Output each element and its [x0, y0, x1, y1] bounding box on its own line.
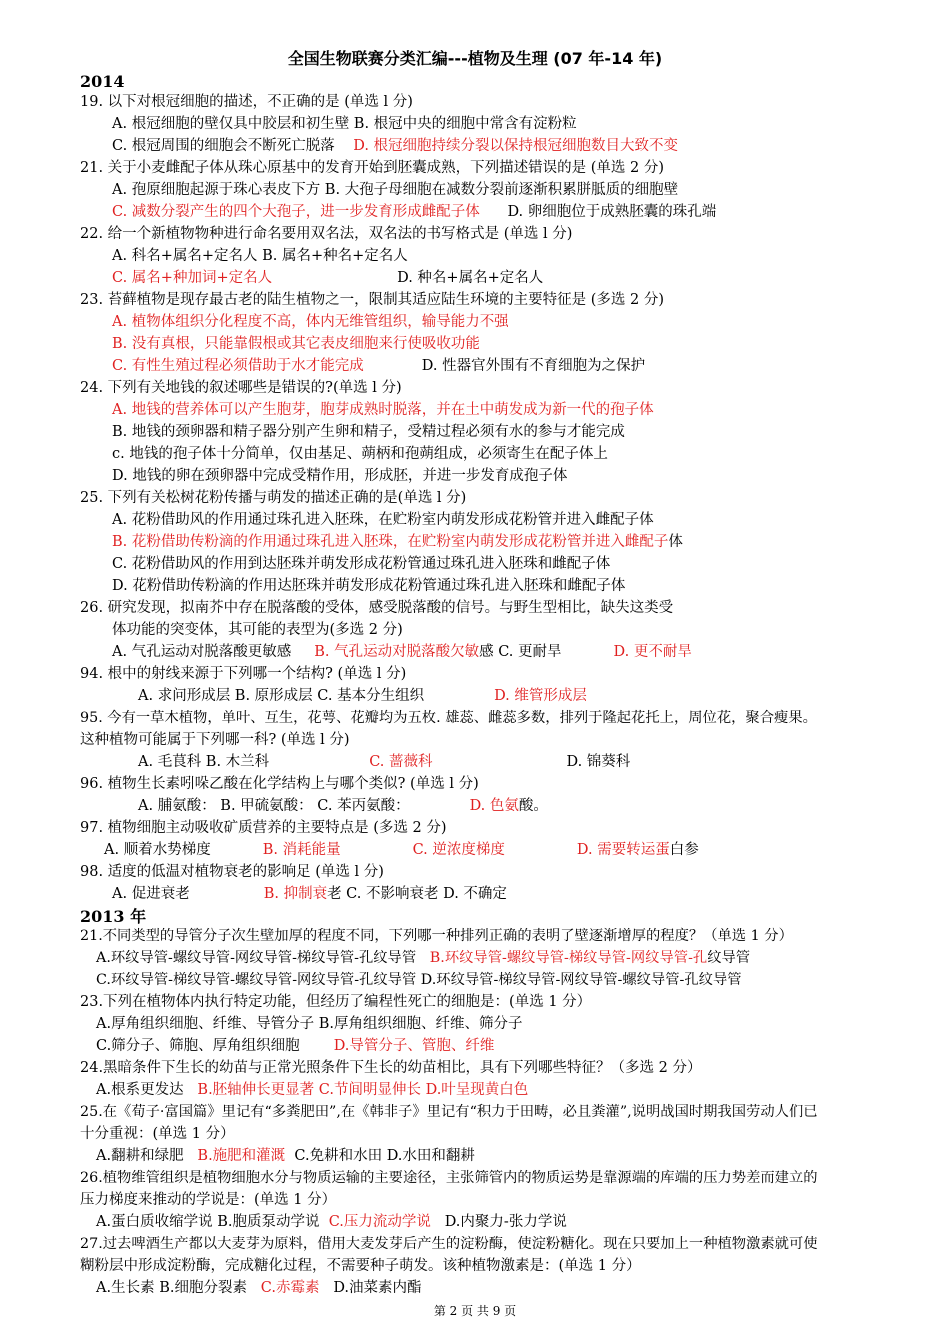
option-line: C. 减数分裂产生的四个大孢子，进一步发育形成雌配子体 D. 卵细胞位于成熟胚囊的珠孔端 [112, 204, 717, 220]
option-line: A. 孢原细胞起源于珠心表皮下方 B. 大孢子母细胞在减数分裂前逐渐积累胼胝质的细胞壁 [112, 182, 679, 198]
question-line: 23. 苔藓植物是现存最古老的陆生植物之一，限制其适应陆生环境的主要特征是 (多选 2 分) [80, 292, 665, 308]
option-line: A. 地钱的营养体可以产生胞芽，胞芽成熟时脱落，并在土中萌发成为新一代的孢子体 [112, 402, 654, 418]
question-line: 25.在《荀子·富国篇》里记有“多粪肥田”,在《韩非子》里记有“积力于田畴，必且粪灌”,说明战国时期我国劳动人们已 [80, 1104, 818, 1120]
option-line: D. 地钱的卵在颈卵器中完成受精作用，形成胚，并进一步发育成孢子体 [112, 468, 568, 484]
question-line: 十分重视：(单选 1 分） [80, 1126, 235, 1142]
question-line: 这种植物可能属于下列哪一科? (单选 l 分) [80, 732, 350, 748]
option-line: A. 毛茛科 B. 木兰科 C. 蔷薇科 D. 锦葵科 [138, 754, 631, 770]
option-line: C.筛分子、筛胞、厚角组织细胞 D.导管分子、管胞、纤维 [96, 1038, 495, 1054]
option-line: A.蛋白质收缩学说 B.胞质泵动学说 C.压力流动学说 D.内聚力-张力学说 [96, 1214, 567, 1230]
question-line: 27.过去啤酒生产都以大麦芽为原料，借用大麦发芽后产生的淀粉酶，使淀粉糖化。现在只要加上一种植物激素就可使 [80, 1236, 818, 1252]
option-line: A.生长素 B.细胞分裂素 C.赤霉素 D.油菜素内酯 [96, 1280, 422, 1296]
page-footer: 第 2 页 共 9 页 [433, 1304, 517, 1318]
option-line: c. 地钱的孢子体十分简单，仅由基足、蒴柄和孢蒴组成，必须寄生在配子体上 [112, 446, 608, 462]
option-line: B. 地钱的颈卵器和精子器分别产生卵和精子，受精过程必须有水的参与才能完成 [112, 424, 625, 440]
option-line: A. 顺着水势梯度 B. 消耗能量 C. 逆浓度梯度 D. 需要转运蛋白参 [104, 842, 699, 858]
question-line: 96. 植物生长素吲哚乙酸在化学结构上与哪个类似? (单选 l 分) [80, 776, 479, 792]
question-line: 糊粉层中形成淀粉酶，完成糖化过程，不需要种子萌发。该种植物激素是：(单选 1 分） [80, 1258, 641, 1274]
option-line: C. 属名+种加词+定名人 D. 种名+属名+定名人 [112, 270, 544, 286]
option-line: A.根系更发达 B.胚轴伸长更显著 C.节间明显伸长 D.叶呈现黄白色 [96, 1082, 529, 1098]
question-line: 23.下列在植物体内执行特定功能，但经历了编程性死亡的细胞是：(单选 1 分） [80, 994, 592, 1010]
option-line: C. 根冠周围的细胞会不断死亡脱落 D. 根冠细胞持续分裂以保持根冠细胞数目大致不变 [112, 138, 679, 154]
question-line: 21. 关于小麦雌配子体从珠心原基中的发育开始到胚囊成熟，下列描述错误的是 (单选 2 分) [80, 160, 665, 176]
question-line: 19. 以下对根冠细胞的描述，不正确的是 (单选 l 分) [80, 94, 413, 110]
question-line: 24. 下列有关地钱的叙述哪些是错误的?(单选 l 分) [80, 380, 402, 396]
option-line: B. 没有真根，只能靠假根或其它表皮细胞来行使吸收功能 [112, 336, 480, 352]
question-line: 98. 适度的低温对植物衰老的影响足 (单选 l 分) [80, 864, 384, 880]
question-line: 94. 根中的射线来源于下列哪一个结构? (单选 l 分) [80, 666, 407, 682]
option-line: A. 科名+属名+定名人 B. 属名+种名+定名人 [112, 248, 408, 264]
question-line: 25. 下列有关松树花粉传播与萌发的描述正确的是(单选 l 分) [80, 490, 467, 506]
option-line: A. 脯氨酸： B. 甲硫氨酸： C. 苯丙氨酸： D. 色氨酸。 [138, 798, 548, 814]
option-line: B. 花粉借助传粉滴的作用通过珠孔进入胚珠，在贮粉室内萌发形成花粉管并进入雌配子体 [112, 534, 683, 550]
option-line: A. 根冠细胞的壁仅具中胶层和初生壁 B. 根冠中央的细胞中常含有淀粉粒 [112, 116, 577, 132]
question-line: 21.不同类型的导管分子次生壁加厚的程度不同，下列哪一种排列正确的表明了壁逐渐增厚的程度？（单选 1 分） [80, 928, 793, 944]
option-line: A. 气孔运动对脱落酸更敏感 B. 气孔运动对脱落酸欠敏感 C. 更耐旱 D. 更不耐旱 [112, 644, 692, 660]
option-line: C.环纹导管-梯纹导管-螺纹导管-网纹导管-孔纹导管 D.环纹导管-梯纹导管-网纹导管-螺纹导管-孔纹导管 [96, 972, 742, 988]
option-line: C. 有性生殖过程必须借助于水才能完成 D. 性器官外围有不育细胞为之保护 [112, 358, 646, 374]
option-line: A. 花粉借助风的作用通过珠孔进入胚珠，在贮粉室内萌发形成花粉管并进入雌配子体 [112, 512, 654, 528]
option-line: A.翻耕和绿肥 B.施肥和灌溉 C.免耕和水田 D.水田和翻耕 [96, 1148, 475, 1164]
option-line: A. 植物体组织分化程度不高，体内无维管组织，输导能力不强 [112, 314, 509, 330]
question-line: 22. 给一个新植物物种进行命名要用双名法，双名法的书写格式是 (单选 l 分) [80, 226, 573, 242]
question-line: 24.黑暗条件下生长的幼苗与正常光照条件下生长的幼苗相比，具有下列哪些特征？（多选 2 分） [80, 1060, 702, 1076]
question-line: 26. 研究发现，拟南芥中存在脱落酸的受体，感受脱落酸的信号。与野生型相比，缺失这类受 [80, 600, 674, 616]
question-line: 95. 今有一草木植物，单叶、互生，花萼、花瓣均为五枚. 雄蕊、雌蕊多数，排列于隆起花托上，周位花，聚合瘦果。 [80, 710, 817, 726]
question-line: 体功能的突变体，其可能的表型为(多选 2 分) [112, 622, 403, 638]
option-line: A. 促进衰老 B. 抑制衰老 C. 不影响衰老 D. 不确定 [112, 886, 507, 902]
question-line: 26.植物维管组织是植物细胞水分与物质运输的主要途径，主张筛管内的物质运势是靠源端的库端的压力势差而建立的 [80, 1170, 818, 1186]
year-heading-2013: 2013 年 [80, 907, 147, 926]
question-line: 压力梯度来推动的学说是：(单选 1 分） [80, 1192, 337, 1208]
option-line: D. 花粉借助传粉滴的作用达胚珠并萌发形成花粉管通过珠孔进入胚珠和雌配子体 [112, 578, 626, 594]
question-line: 97. 植物细胞主动吸收矿质营养的主要特点是 (多选 2 分) [80, 820, 447, 836]
option-line: C. 花粉借助风的作用到达胚珠并萌发形成花粉管通过珠孔进入胚珠和雌配子体 [112, 556, 611, 572]
year-heading-2014: 2014 [80, 72, 125, 91]
option-line: A.环纹导管-螺纹导管-网纹导管-梯纹导管-孔纹导管 B.环纹导管-螺纹导管-梯纹导管-网纹导管-孔纹导管 [96, 950, 751, 966]
option-line: A. 求问形成层 B. 原形成层 C. 基本分生组织 D. 维管形成层 [138, 688, 587, 704]
document-title: 全国生物联赛分类汇编---植物及生理 (07 年-14 年) [287, 49, 663, 68]
option-line: A.厚角组织细胞、纤维、导管分子 B.厚角组织细胞、纤维、筛分子 [96, 1016, 523, 1032]
